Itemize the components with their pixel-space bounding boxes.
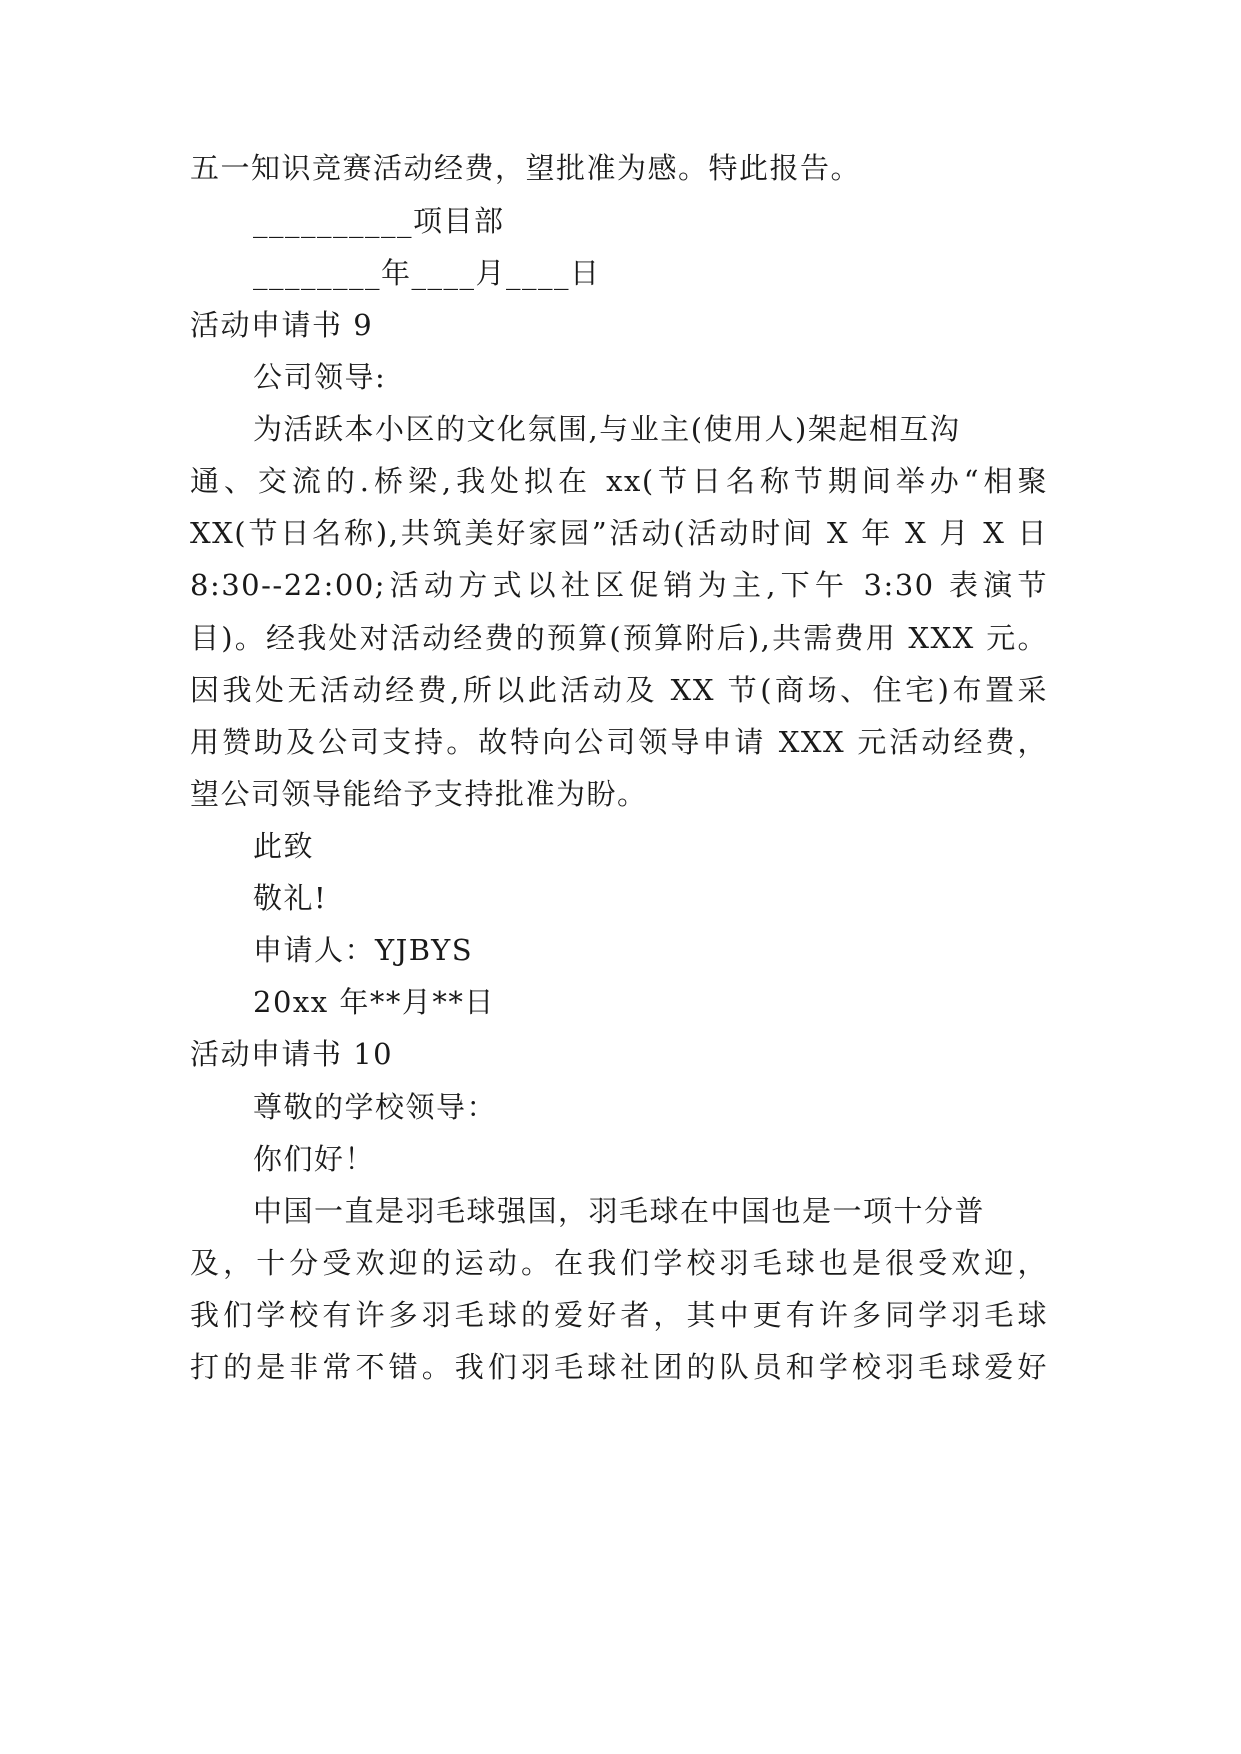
text-line: XX(节日名称),共筑美好家园”活动(活动时间 X 年 X 月 X 日 (190, 516, 1048, 550)
salutation: 尊敬的学校领导： (253, 1090, 498, 1124)
text-line: 通、交流的.桥梁,我处拟在 xx(节日名称节期间举办“相聚 (190, 464, 1048, 498)
department-signature-line: __________项目部 (253, 204, 505, 238)
section-heading: 活动申请书 9 (190, 308, 374, 342)
date-line: 20xx 年**月**日 (253, 985, 495, 1019)
text-line: 望公司领导能给予支持批准为盼。 (190, 777, 648, 811)
greeting: 你们好！ (253, 1142, 376, 1176)
text-line: 打的是非常不错。我们羽毛球社团的队员和学校羽毛球爱好 (190, 1350, 1048, 1384)
text-line: 五一知识竞赛活动经费，望批准为感。特此报告。 (190, 151, 862, 185)
text-line: 用赞助及公司支持。故特向公司领导申请 XXX 元活动经费， (190, 725, 1048, 759)
text-line: 为活跃本小区的文化氛围,与业主(使用人)架起相互沟 (253, 412, 961, 446)
text-line: 我们学校有许多羽毛球的爱好者，其中更有许多同学羽毛球 (190, 1298, 1048, 1332)
text-line: 中国一直是羽毛球强国，羽毛球在中国也是一项十分普 (253, 1194, 986, 1228)
section-heading: 活动申请书 10 (190, 1037, 394, 1071)
date-blank-line: ________年____月____日 (253, 256, 601, 290)
salutation: 公司领导: (253, 360, 387, 394)
text-line: 目)。经我处对活动经费的预算(预算附后),共需费用 XXX 元。 (190, 621, 1048, 655)
text-line: 及，十分受欢迎的运动。在我们学校羽毛球也是很受欢迎， (190, 1246, 1048, 1280)
closing-line: 此致 (253, 829, 315, 863)
applicant-line: 申请人：YJBYS (253, 933, 474, 967)
text-line: 因我处无活动经费,所以此活动及 XX 节(商场、住宅)布置采 (190, 673, 1048, 707)
closing-line: 敬礼! (253, 881, 328, 915)
text-line: 8:30--22:00;活动方式以社区促销为主,下午 3:30 表演节 (190, 568, 1048, 602)
